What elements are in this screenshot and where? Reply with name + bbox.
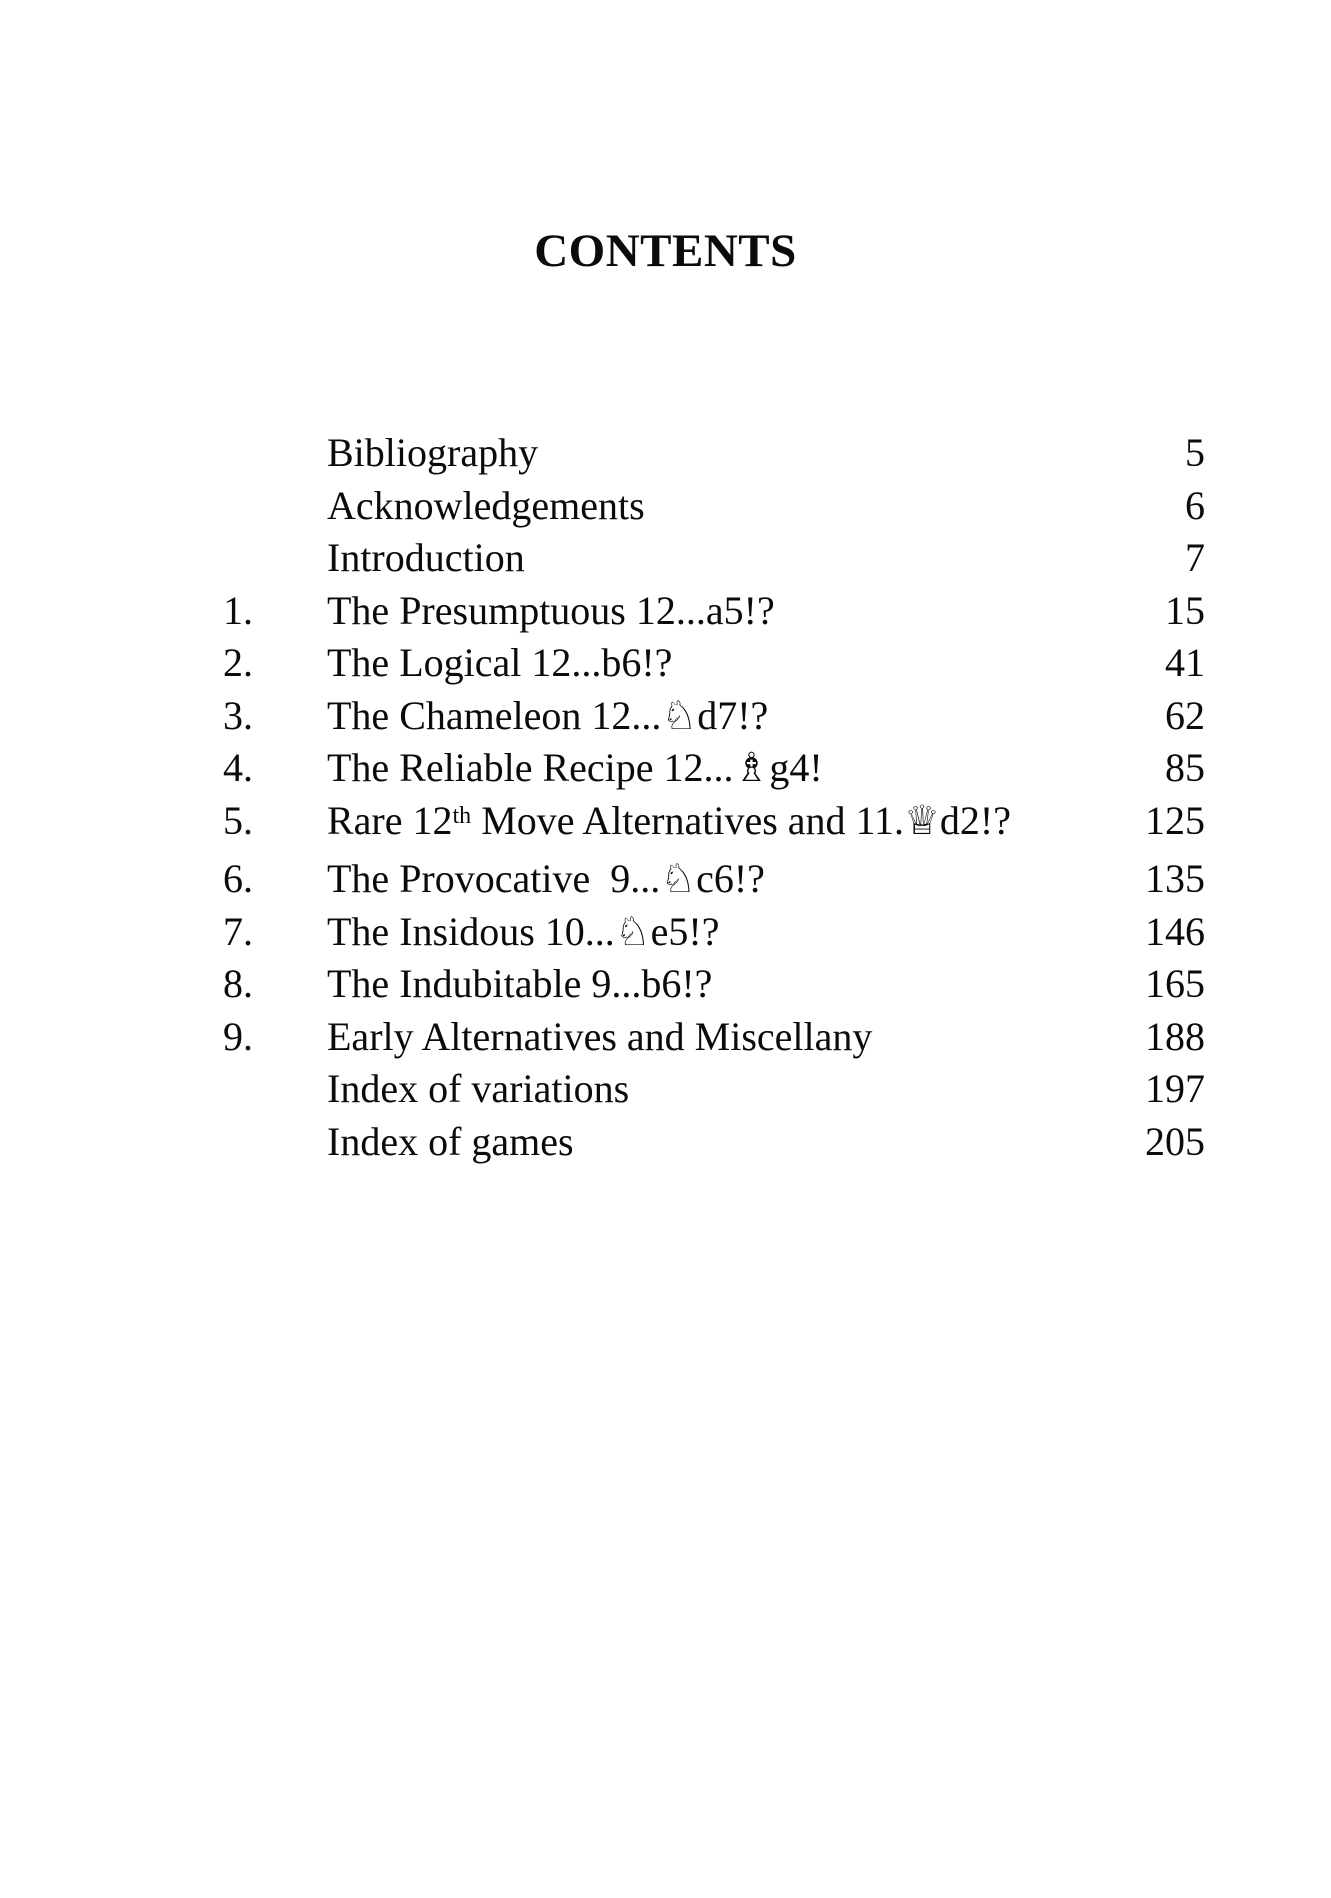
toc-row xyxy=(223,795,1205,854)
toc-row-title: Index of games xyxy=(327,1118,574,1164)
toc-row xyxy=(223,1063,1205,1116)
table-of-contents xyxy=(223,427,1205,1168)
toc-row-title: Rare 12th Move Alternatives and 11.♕d2!? xyxy=(327,797,1011,844)
toc-row xyxy=(223,427,1205,480)
toc-row-number: 5. xyxy=(223,797,253,843)
toc-row-title: The Provocative 9...♘c6!? xyxy=(327,856,765,902)
toc-row-page: 197 xyxy=(1145,1066,1205,1111)
toc-row-title: The Chameleon 12...♘d7!? xyxy=(327,692,769,739)
toc-row-page: 62 xyxy=(1165,692,1205,738)
toc-row-page: 6 xyxy=(1185,482,1205,528)
toc-row xyxy=(223,958,1205,1011)
toc-row-page: 15 xyxy=(1165,587,1205,633)
toc-row-page: 205 xyxy=(1145,1118,1205,1164)
toc-row xyxy=(223,690,1205,743)
toc-row xyxy=(223,480,1205,533)
toc-row-title: Introduction xyxy=(327,535,525,580)
figurine-knight-icon: ♘ xyxy=(660,856,697,902)
toc-row xyxy=(223,1011,1205,1064)
toc-row-number: 7. xyxy=(223,908,253,954)
toc-row-title: The Indubitable 9...b6!? xyxy=(327,961,713,1006)
toc-row-number: 6. xyxy=(223,856,253,901)
figurine-knight-icon: ♘ xyxy=(614,908,651,955)
toc-row xyxy=(223,853,1205,906)
toc-row-number: 3. xyxy=(223,692,253,738)
toc-row-page: 188 xyxy=(1145,1013,1205,1059)
toc-row-page: 41 xyxy=(1165,640,1205,685)
toc-row xyxy=(223,906,1205,959)
page-title: CONTENTS xyxy=(534,225,797,277)
toc-row-title: Early Alternatives and Miscellany xyxy=(327,1013,873,1059)
toc-row-number: 4. xyxy=(223,745,253,790)
toc-row-title: The Logical 12...b6!? xyxy=(327,640,673,685)
toc-row xyxy=(223,532,1205,585)
toc-row-title: The Insidous 10...♘e5!? xyxy=(327,908,720,955)
toc-row-page: 7 xyxy=(1185,535,1205,580)
toc-row xyxy=(223,742,1205,795)
toc-row-page: 5 xyxy=(1185,430,1205,475)
toc-row-page: 85 xyxy=(1165,745,1205,790)
toc-row-page: 165 xyxy=(1145,961,1205,1006)
superscript-ordinal: th xyxy=(452,802,472,829)
toc-row-title: The Reliable Recipe 12...♗g4! xyxy=(327,745,823,791)
toc-row-number: 8. xyxy=(223,961,253,1006)
toc-row xyxy=(223,1116,1205,1169)
toc-row-number: 9. xyxy=(223,1013,253,1059)
toc-row-title: Index of variations xyxy=(327,1066,630,1111)
toc-row-number: 1. xyxy=(223,587,253,633)
toc-row-number: 2. xyxy=(223,640,253,685)
figurine-knight-icon: ♘ xyxy=(661,692,698,739)
figurine-bishop-icon: ♗ xyxy=(733,745,770,791)
toc-row-title: The Presumptuous 12...a5!? xyxy=(327,587,775,633)
toc-row-title: Bibliography xyxy=(327,430,539,475)
toc-row xyxy=(223,585,1205,638)
toc-row-title: Acknowledgements xyxy=(327,482,645,528)
figurine-queen-icon: ♕ xyxy=(904,797,940,844)
toc-row xyxy=(223,637,1205,690)
toc-row-page: 125 xyxy=(1145,797,1205,843)
toc-row-page: 135 xyxy=(1145,856,1205,901)
toc-row-page: 146 xyxy=(1145,908,1205,954)
